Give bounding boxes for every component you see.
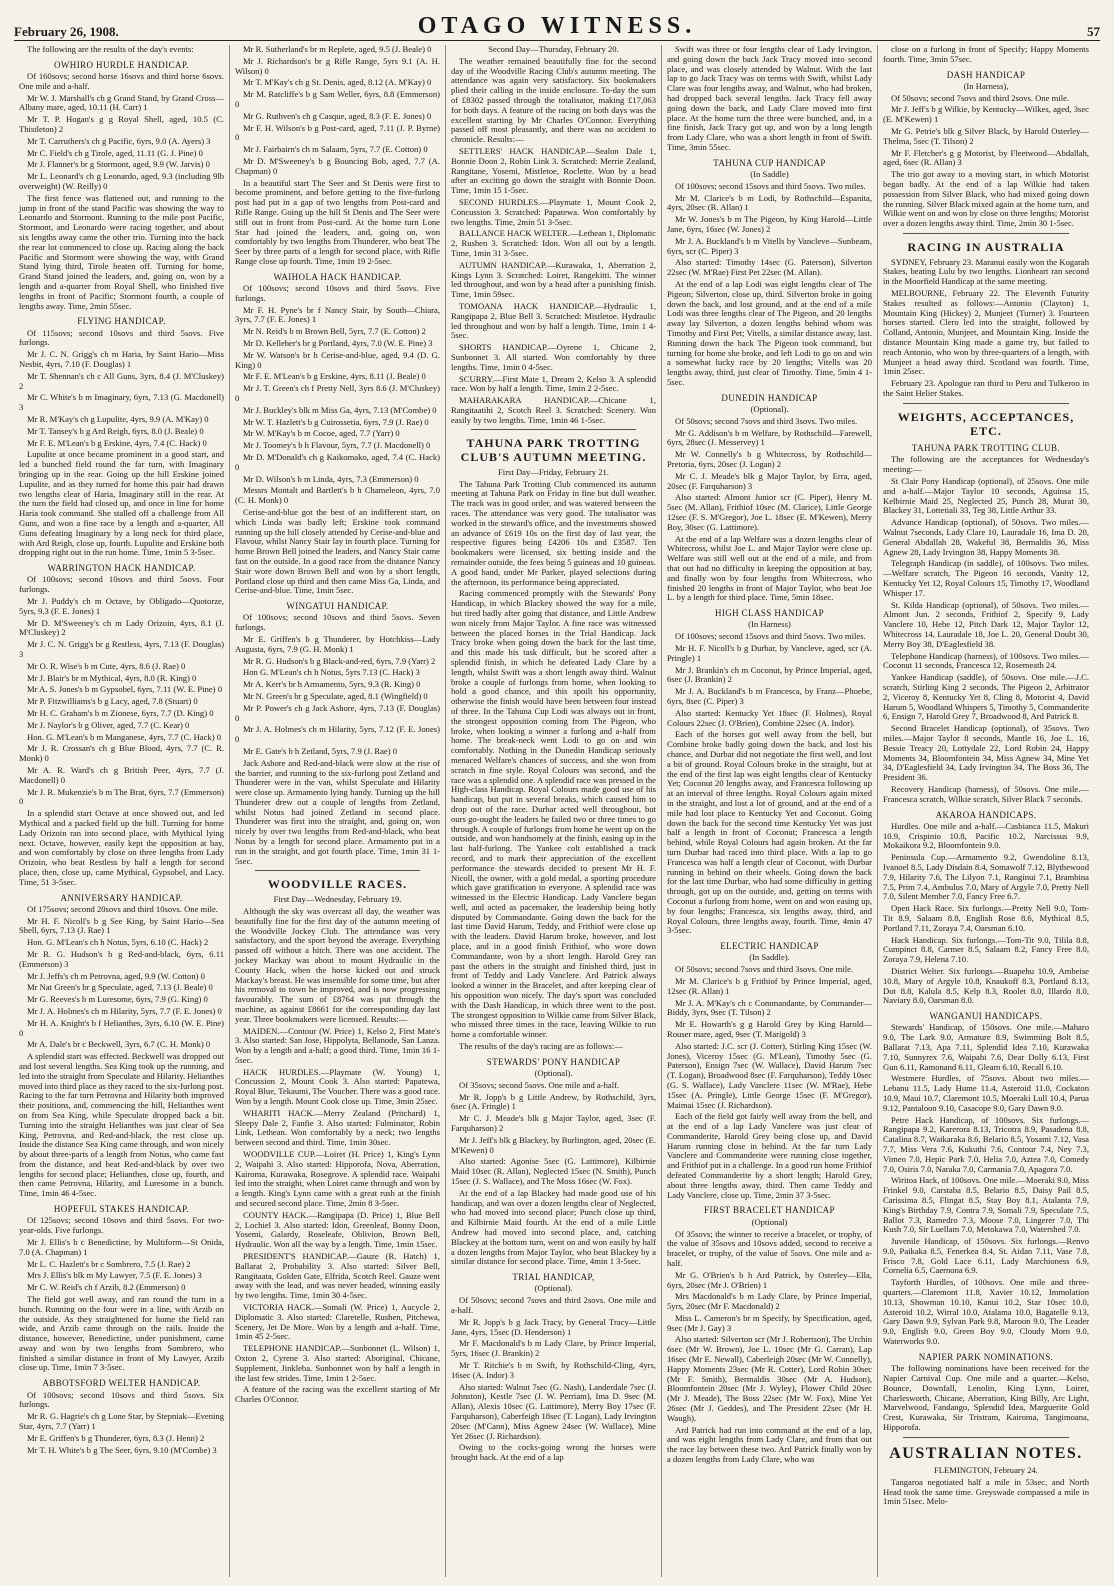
paragraph: Mr C. J. Meade's blk g Major Taylor, aged, 3sec (F. Farquharson) 2	[451, 1113, 656, 1134]
paragraph: Mrs J. Ellis's blk m My Lawyer, 7.5 (F. E. Jones) 3	[27, 1270, 202, 1281]
race-heading: DASH HANDICAP	[946, 69, 1026, 80]
paragraph: Of 160sovs; second horse 16sovs and third horse 6sovs. One mile and a-half.	[19, 71, 224, 91]
subheading: (In Harness),	[963, 80, 1009, 91]
paragraph: Mr T. H. White's b g The Seer, 6yrs, 9.10 (M'Combe) 3	[27, 1444, 217, 1455]
paragraph: Mr R. Sutherland's br m Replete, aged, 9.5 (J. Beale) 0	[243, 45, 432, 54]
paragraph: Advance Handicap (optional), of 50sovs. Two miles.—Walnut 7seconds, Lady Clare 10, Lauradale 16, Ima D. 20, General Abdallah 28, Wakeful 38, Bermaldis 36, Miss Agnew 28, Lady Irvington 38, Happy Moments 38.	[883, 517, 1089, 557]
paragraph: MAHARAKARA HANDICAP.—Chicane 1, Rangitaatihi 2, Scotch Reel 3. Scratched: Scenery. Won easily by two lengths. Time, 1min 46 1-5sec.	[451, 395, 656, 425]
paragraph: Mr A. Dale's br c Beckwell, 3yrs, 6.7 (C. H. Monk) 0	[27, 1039, 211, 1050]
paragraph: PRESIDENT'S HANDICAP.—Gauze (R. Hatch) 1, Ballarat 2, Probability 3. Also started: Silver Bell, Rangitaata, Golden Gate, Elfrida, Scotch Reel. Gauze went away with the lead, and was never headed, winning easily by two lengths. Time, 1min 30 4-5sec.	[235, 1251, 440, 1301]
section-divider	[471, 429, 636, 430]
race-heading: TRIAL HANDICAP,	[512, 1272, 595, 1283]
section-divider	[903, 403, 1069, 404]
paragraph: At the end of a lap Welfare was a dozen lengths clear of Whitecross, whilst Joe L. and Major Taylor were close up. Welfare was still well out at the end of a mile, and from that out had no difficulty in keeping the opposition at bay, and finally won by four lengths from Whitecross, who finished 20 lengths in front of Major Taylor, who beat Joe L. by a length for third place. Time, 5min 18sec.	[667, 533, 872, 603]
paragraph: Mr R. G. Hudson's b g Black-and-red, 6yrs, 7.9 (Yarr) 2	[243, 655, 436, 666]
paragraph: Telegraph Handicap (in saddle), of 100sovs. Two miles.—Welfare scratch, The Pigeon 16 seconds, Vanity 12, Kentucky Yet 12, Royal Colours 15, Timothy 17, Woodland Whisper 17.	[883, 558, 1089, 598]
race-heading: HOPEFUL STAKES HANDICAP.	[53, 1204, 190, 1215]
paragraph: Of 125sovs; second 10sovs and third 5sovs. For two-year-olds. Five furlongs.	[19, 1215, 224, 1236]
paragraph: Of 175sovs; second 20sovs and third 10sovs. One mile.	[27, 903, 218, 914]
paragraph: Mr E. Griffen's b g Thunderer, 6yrs, 8.3 (J. Henn) 2	[27, 1432, 205, 1443]
paragraph: Mr C. Field's ch g Tirole, aged, 11.11 (G. J. Pine) 0	[27, 147, 203, 158]
paragraph: SHORTS HANDICAP.—Oyrene 1, Chicane 2, Sunbonnet 3. All started. Won comfortably by three lengths. Time, 1min 0 4-5sec.	[451, 342, 656, 372]
paragraph: Racing commenced promptly with the Stewards' Pony Handicap, in which Blackey showed the way for a mile, but tired badly after going that distance, and Little Andrew won nicely from Major Taylor. A fine race was witnessed between the placed horses in the Trial Handicap. Jack Tracy broke when going down the back for the last time, and this made his task difficult, but he scored after a splendid finish, in which he defeated Lady Clare by a length, whilst Swift was a short length away third. Walnut broke a couple of furlongs from home, when looking to hold a good chance, and this spoilt his opportunity, otherwise the finish would have been between four instead of three. In the Tahuna Cup Lodi was always out in front, the strongest opposition coming from The Pigeon, who broke, when looking a winner a furlong and a-half from home. The break-neck went Lodi to go on and win comfortably. Nothing in the Dunedin Handicap seriously menaced Welfare's chances of success, and she won from scratch in fine style. Royal Colours was second, and the race was a splendid one. A splendid race was pressed in the High-class Handicap. Royal Colours made good use of his handicap, but put in several breaks, which caused him to drop out of the race. Durbar acted well throughout, but ours go-ought the leaders he failed two or three times to go through. A couple of furlongs from home he went up on the outside, and won handsomely at the finish, easing up in the last half-furlong. The Yankee colt established a track record, and to mark their appreciation of the excellent performance the stewards decided to present Mr H. F. Nicoll, the owner, with a gold medal, a sporting procedure which gave gratification to everyone. A splendid race was witnessed in the Electric Handicap. Lady Vanclere began well, and acted as pacemaker, the leadership being hotly disputed by Commandante. Going down the back for the last time David Harum, Teddy, and Frithiof were close up with the leaders. David Harum broke, however, and lost place, and in a good finish Frithiof, who wore down Commandante, won by a short length. Harold Grey ran past the others in the straight and finished third, just in front of Teddy and Lady Vanclere. Ard Patrick always looked a winner in the Bracelet, and after keeping clear of his opposition won nicely. The day's sport was concluded with the Dash Handicap, in which three went to the post. The strongest opposition to Wilkie came from Silver Black, who missed three times in the race, leaving Wilkie to run home a comfortable winner.	[451, 588, 656, 1040]
paragraph: BALLANCE HACK WELTER.—Lethean 1, Diplomatic 2, Rushen 3. Scratched: Idon. Won all out by a length. Time, 1min 31 3-5sec.	[451, 228, 656, 258]
paragraph: Mr T. M'Kay's ch g St. Denis, aged, 8.12 (A. M'Kay) 0	[243, 77, 432, 88]
paragraph: Ard Patrick had run into command at the end of a lap, and was eight lengths from Lady Clare, and from that out the race lay between these two. Ard Patrick finally won by a dozen lengths from Lady Clare, who was	[667, 1424, 872, 1465]
paragraph: The weather remained beautifully fine for the second day of the Woodville Racing Club's autumn meeting. The attendance was again very satisfactory. Six bookmakers plied their calling in the inside enclosure. To-day the sum of £8302 passed through the totalisator, making £17,063 for both days. A feature of the racing on both days was the excellent starting by Mr Charles O'Connor. Everything passed off most pleasantly, and there was no accident to chronicle. Results:—	[451, 55, 656, 145]
paragraph: The following are the acceptances for Wednesday's meeting:—	[883, 454, 1089, 475]
paragraph: COUNTY HACK.—Rangipapa (D. Price) 1, Blue Bell 2, Lochiel 3. Also started: Idon, Greenleaf, Bonny Doon, Yosemi, Galardy, Roseleafe, Oblivion, Brown Bell, Hydraulic. Won all the way by a length. Time, 1min 15sec.	[235, 1209, 440, 1250]
paragraph: Mr R. G. Hudson's b g Red-and-black, 6yrs, 6.11 (Emmerson) 3	[19, 948, 224, 969]
paragraph: Mr J. A. Holmes's ch m Hilarity, 5yrs, 7.12 (F. E. Jones) 0	[235, 724, 440, 745]
paragraph: Mr T. Carruthers's ch g Pacific, 6yrs, 9.0 (A. Ayers) 3	[27, 135, 211, 146]
paragraph: Mr T. Shennan's ch c All Guns, 3yrs, 8.4 (J. M'Cluskey) 2	[19, 370, 224, 391]
paragraph: Of 100sovs; second 10sovs and third 5sovs. Five furlongs.	[235, 282, 440, 303]
paragraph: Mr F. Macdonald's b m Lady Clare, by Prince Imperial, 5yrs, 16sec (J. Brankin) 2	[451, 1338, 656, 1359]
paragraph: Mr D. Kelleher's br g Portland, 4yrs, 7.0 (W. E. Pine) 3	[243, 337, 433, 348]
paragraph: Mr J. Ellis's b c Benedictine, by Multiform—St Onida, 7.0 (A. Chapman) 1	[19, 1236, 224, 1257]
section-heading: WEIGHTS, ACCEPTANCES, ETC.	[897, 409, 1075, 438]
subheading: (In Saddle).	[749, 952, 790, 963]
issue-date: February 26, 1908.	[14, 24, 119, 39]
paragraph: Mr D. M'Donald's ch g Kaikomako, aged, 7.4 (C. Hack) 0	[235, 451, 440, 472]
paragraph: Mr F. H. Pyne's br f Nancy Stair, by South—Chiara, 3yrs, 7.7 (F. E. Jones) 1	[235, 304, 440, 325]
race-heading: WANGANUI HANDICAPS.	[929, 1011, 1043, 1022]
subheading: (Optional).	[750, 404, 789, 414]
section-divider	[903, 233, 1069, 234]
paragraph: Mr E. Gate's b h Zetland, 5yrs, 7.9 (J. Rae) 0	[243, 745, 398, 756]
paragraph: Mr R. Jopp's b g Little Andrew, by Rothschild, 3yrs, 6sec (A. Fringle) 1	[451, 1091, 656, 1112]
paragraph: Mr J. Flanner's br g Stormont, aged, 9.9 (W. Jarvis) 0	[27, 159, 210, 170]
paragraph: Mr H. F. Nicoll's b g See King, by Saint Hario—Sea Shell, 6yrs, 7.13 (J. Rae) 1	[19, 915, 224, 936]
column-2	[230, 45, 446, 1577]
paragraph: Mr H. F. Nicoll's b g Durbar, by Vancleve, aged, scr (A. Pringle) 1	[667, 642, 872, 663]
paragraph: Mr R. G. Hagrie's ch g Lone Star, by Stepniak—Evening Star, 4yrs, 7.7 (Yarr) 1	[19, 1411, 224, 1431]
race-heading: ANNIVERSARY HANDICAP.	[60, 892, 183, 903]
paragraph: Of 100sovs; second 10sovs and third 5sovs. Four furlongs.	[19, 574, 224, 595]
race-heading: TAHUNA CUP HANDICAP	[713, 157, 826, 168]
paragraph: Mr W. T. Hazlett's b g Cuirossetia, 6yrs, 7.9 (J. Rae) 0	[243, 416, 429, 427]
paragraph: Tayforth Hurdles, of 100sovs. One mile and three-quarters.—Claremont 11.8, Xavier 10.12, Immolation 10.13, Showman 10.10, Kanui 10.2, Star 10sec 10.0, Asteroid 10.2, Wirral 10.0, Atalama 10.0, Bagatelle 9.13, Gary Dawn 9.9, Sylvan Park 9.8, Maroon 9.0, The Leader 9.0, English 9.0, Green Boy 9.0, Cloudy Morn 9.0, Waterworks 9.0.	[883, 1277, 1089, 1347]
race-heading: ABBOTSFORD WELTER HANDICAP.	[42, 1378, 201, 1389]
race-heading: FLYING HANDICAP.	[77, 316, 166, 327]
paragraph: Petre Hack Handicap, of 100sovs. Six furlongs.—Rangipapa 9.2, Karerora 8.13, Tricotra 8.9, Pasadena 8.8, Catalina 8.7, Waikaraka 8.6, Belario 8.5, Yosami 7.12, Vasa 7.7, Miss Vera 7.6, Kukuthi 7.6, Contour 7.4, Ney 7.3, Vimeo 7.0, Hepic Park 7.0, Helia 7.0, Aztea 7.0, Comedy 7.0, Osiris 7.0, Naraka 7.0, Carmania 7.0, Apagora 7.0.	[883, 1114, 1089, 1174]
paragraph: Also started: Silverton scr (Mr J. Robertson), The Urchin 6sec (Mr W. Brown), Joe L. 10sec (Mr G. Carran), Lap 16sec (Mr E. Newall), Caberleigh 20sec (Mr W. Connelly), Happy Moments 23sec (Mr R. Cotter), Lord Robin 30sec (Mr F. Smith), Bermaldis 30sec (Mr A. Hudson), Bloomfontein 20sec (Mr J. Wyley), Flower Child 20sec (Mr J. Meade), The Boss 22sec (Mr W. Fox), Mine Yet 26sec (Mr J. Geddes), and The President 22sec (Mr H. Waugh).	[667, 1334, 872, 1423]
section-heading: TAHUNA PARK TROTTING CLUB'S AUTUMN MEETING.	[460, 436, 647, 465]
paragraph: Of 50sovs; second 7sovs and third 2sovs. One mile and a-half.	[451, 1295, 656, 1316]
section-heading: RACING IN AUSTRALIA	[907, 240, 1065, 254]
paragraph: Mr P. Power's ch g Jack Ashore, 4yrs, 7.13 (F. Douglas) 0	[235, 702, 440, 723]
paragraph: Of 50sovs; second 7sovs and third 2sovs. One mile.	[891, 92, 1070, 103]
paragraph: Mr M. Ratcliffe's b g Sam Weller, 6yrs, 8.8 (Emmerson) 0	[235, 89, 440, 109]
paragraph: Mr J. Jeff's blk g Blackey, by Burlington, aged, 20sec (E. M'Kewen) 0	[451, 1134, 656, 1155]
paragraph: Mr H. A. Knight's b f Helianthes, 3yrs, 6.10 (W. E. Pine) 0	[19, 1017, 224, 1038]
paragraph: Mr O. R. Wise's b m Cute, 4yrs, 8.6 (J. Rae) 0	[27, 660, 186, 671]
subheading: First Day—Friday, February 21.	[498, 466, 609, 477]
masthead	[14, 6, 1100, 41]
paragraph: Mr G. Addison's b m Welfare, by Rothschild—Farewell, 6yrs, 28sec (J. Messervey) 1	[667, 427, 872, 448]
paragraph: Mr J. Puddy's ch m Octave, by Obligado—Quotorze, 5yrs, 9.3 (F. E. Jones) 1	[19, 596, 224, 616]
paragraph: Wiritoa Hack, of 100sovs. One mile.—Moeraki 9.0, Miss Frinkel 9.0, Carstaba 8.5, Belario 8.5, Daisy Pail 8.5, Carissima 8.5, Flingat 8.5, Stay Boy 8.1, Atalanta 7.9, King's Birthday 7.9, Contra 7.9, Somali 7.9, Speculate 7.5, Ballot 7.3, Ramedro 7.3, Moose 7.0, Lingerer 7.0, Thi Kush 7.0, Sir Luellam 7.0, Metokawa 7.0, Watershed 7.0.	[883, 1175, 1089, 1235]
paragraph: Mr J. A. Holmes's ch m Hilarity, 5yrs, 7.7 (F. E. Jones) 0	[27, 1005, 222, 1016]
paragraph: Mr J. Jeffs's ch m Petrovna, aged, 9.9 (W. Cotton) 0	[27, 970, 205, 981]
paragraph: Hack Handicap. Six furlongs.—Tom-Tit 9.0, Tilila 8.8, Cumpinct 8.8, Carmer 8.5, Salaam 8.2, Fancy Free 8.0, Zoraya 7.9, Helena 7.10.	[883, 934, 1089, 965]
paragraph: Yankee Handicap (saddle), of 50sovs. One mile.—J.C. scratch, Stirling King 2 seconds, The Pigeon 2, Arbitrator 2, Viceroy 8, Kentucky Yet 8, Cling 8, Motorist 4, David Harum 5, Woodland Whispers 5, Timothy 5, Commanderite 6, Ensign 7, Harold Grey 7, Broadwood 8, Ard Patrick 8.	[883, 672, 1089, 722]
paragraph: Mr Nat Green's br g Speculate, aged, 7.13 (J. Beale) 0	[27, 982, 213, 993]
paragraph: Although the sky was overcast all day, the weather was beautifully fine for the first day of the autumn meeting of the Woodville Jockey Club. The attendance was very satisfactory, and the sport beyond the average. Everything passed off without a hitch. There was one accident. The jockey Mackay was about to mount Hydraulic in the County Hack, when the horse kicked out and struck Mackay's breast. He was insensible for some time, but after his removal to town he improved, and is now progressing favourably. The sum of £8764 was put through the machine, as against £8661 for the corresponding day last year. Three bookmakers were licensed. Results:—	[235, 905, 440, 1024]
column-5	[878, 45, 1094, 1577]
paragraph: Mr J. R. Crossan's ch g Blue Blood, 4yrs, 7.7 (C. R. Monk) 0	[19, 743, 224, 764]
paragraph: Mr F. Fletcher's g g Motorist, by Fleetwood—Abdallah, aged, 6sec (R. Allan) 3	[883, 147, 1089, 168]
paragraph: MAIDEN.—Contour (W. Price) 1, Kelso 2, First Mate's 3. Also started: San Jose, Hippolyta, Bellanode, San Lanza. Won by a length and a-half; a good third. Time, 1min 16 1-5sec.	[235, 1025, 440, 1065]
column-1	[14, 45, 230, 1577]
page-number: 57	[1087, 24, 1100, 39]
paragraph: Hon. G. M'Lean's b m Manganese, 4yrs, 7.7 (C. Hack) 0	[27, 731, 222, 742]
paragraph: Mr H. C. Graham's b m Zionese, 6yrs, 7.7 (D. King) 0	[27, 707, 214, 718]
column-3	[446, 45, 662, 1577]
paragraph: Mr A. R. Ward's ch g British Peer, 4yrs, 7.7 (J. Macdonell) 0	[19, 764, 224, 785]
paragraph: Mr J. A. Buckland's b m Vitells by Vancleve—Sunbeam, 6yrs, scr (C. Piper) 3	[667, 235, 872, 256]
paragraph: Mr J. Brankin's ch m Coconut, by Prince Imperial, aged, 6sec (J. Brankin) 2	[667, 664, 872, 685]
paragraph: Also started: Timothy 14sec (G. Paterson), Silverton 22sec (W. M'Rae) First Pet 22sec (M. Allan).	[667, 257, 872, 278]
paragraph: Of 35sovs; second 5sovs. One mile and a-half.	[459, 1079, 620, 1090]
paragraph: Recovery Handicap (harness), of 50sovs. One mile.—Francesca scratch, Wilkie scratch, Silver Black 7 seconds.	[883, 783, 1089, 804]
paragraph: Also started: J.C. scr (J. Cotter), Stirling King 15sec (W. Jones), Viceroy 15sec (G. M'Lean), Timothy 5sec (G. Paterson), Ensign 7sec (W. Wallace), David Harum 7sec (T. Logan), Broadwood 8sec (F. Farquharson), Teddy 10sec (G. S. Wallace), Lady Vanclere 11sec (W. M'Rae), Hebe 15sec (A. Pringle), Little George 15sec (F. M'Gregor), Maimai 15sec (J. Richardson).	[667, 1040, 872, 1110]
paragraph: Jack Ashore and Red-and-black were slow at the rise of the barrier, and running to the six-furlong post Zetland and Thunderer were in the van, whilst Speculate and Hilarity were close up. Armamento lying handy. Turning up the hill Thunderer drew out a couple of lengths from Zetland, whilst Notus had joined Zetland in second place. Thunderer was first into the straight, and, going on, won nicely by over two lengths from Red-and-black, who beat Notus by a length for second place. Armamento put in a run in the straight, and got fourth place. Time, 1min 31 1-5sec.	[235, 757, 440, 866]
paragraph: The results of the day's racing are as follows:—	[459, 1041, 623, 1052]
paragraph: Mr J. C. N. Grigg's ch m Haria, by Saint Hario—Miss Nesbit, 4yrs, 7.10 (F. Douglas) 1	[19, 349, 224, 370]
paragraph: Mr C. W. Reid's ch f Arzib, 8.2 (Emmerson) 0	[27, 1282, 186, 1293]
paragraph: Mr D. Wilson's b m Linda, 4yrs, 7.3 (Emmerson) 0	[243, 473, 419, 484]
race-heading: OWHIRO HURDLE HANDICAP.	[54, 59, 189, 70]
race-heading: NAPIER PARK NOMINATIONS.	[918, 1351, 1054, 1362]
paragraph: Mr W. J. Marshall's ch g Grand Stand, by Grand Cross—Albany mare, aged, 10.11 (H. Carr) 1	[19, 92, 224, 113]
paragraph: Also started: Kentucky Yet 18sec (F. Holmes), Royal Colours 22sec (J. O'Brien), Combine 22sec (A. Indor).	[667, 707, 872, 728]
subheading: Second Day—Thursday, February 20.	[488, 45, 619, 54]
paragraph: Hon. G. M'Lean's ch h Notus, 5yrs, 6.10 (C. Hack) 2	[27, 937, 209, 948]
paragraph: SCURRY.—First Mate 1, Dream 2, Kelso 3. A splendid race. Won by half a length. Time, 1min 2 2-5sec.	[451, 373, 656, 394]
paragraph: Mr J. Richardson's br g Rifle Range, 5yrs 9.1 (A. H. Wilson) 0	[235, 55, 440, 76]
paragraph: Mr J. A. M'Kay's ch c Commandante, by Commander—Biddy, 3yrs, 9sec (T. Tilson) 2	[667, 997, 872, 1018]
paragraph: At the end of a lap Blackey had made good use of his handicap, and was over a dozen lengths clear of Neglected, who had moved into second place; Punch close up third, and Kilbirnie Maid fourth. At the end of a mile Little Andrew had moved into second place, and, catching Blackey at the bottom turn, went on and won easily by half a dozen lengths from Major Taylor, who beat Blackey by a similar distance for second place. Time, 4min 1 3-5sec.	[451, 1187, 656, 1267]
paragraph: Mr T. Ritchie's b m Swift, by Rothschild-Cling, 4yrs, 16sec (A. Indor) 3	[451, 1360, 656, 1380]
race-heading: WAIHOLA HACK HANDICAP.	[273, 271, 402, 282]
paragraph: SYDNEY, February 23. Maranui easily won the Kogarah Stakes, beating Lulu by two lengths. Lionheart ran second in the Moorfield Handicap at the same meeting.	[883, 256, 1089, 287]
paragraph: Mrs Macdonald's b m Lady Clare, by Prince Imperial, 5yrs, 20sec (Mr F. Macdonald) 2	[667, 1291, 872, 1312]
paragraph: Mr J. A. Buckland's b m Francesca, by Franz—Phoebe, 6yrs, 8sec (C. Piper) 3	[667, 686, 872, 706]
paragraph: Each of the horses got well away from the bell, but Combine broke badly going down the back, and lost his chance, and Durbar did not negotiate the first well, and lost a bit of ground. Royal Colours broke in the straight, but at the end of the first lap was eight lengths clear of Kentucky Yet; Coconut 20 lengths away, and Francesca following up at an interval of three lengths. Royal Colours again mixed in the straight, and lost a lot of ground, and at the end of a mile had lost place to Kentucky Yet and Coconut. Going down the back for the second time Kentucky Yet was just half a length in front of Coconut; Francesca a length behind, while Royal Colours had again broken. At the far turn Durbar had raced into third place. With a lap to go Francesca was half a length clear of Coconut, with Durbar running in behind on their wheels. Going down the back for the last time Durbar, who had some difficulty in getting through, got up on the outside, and, getting on terms with Coconut a furlong from home, went on and won easing up, by four lengths; Francesca, six lengths away, third, and Royal Colours, three lengths away, fourth. Time, 4min 47 3-5sec.	[667, 729, 872, 936]
paragraph: At the end of a lap Lodi was eight lengths clear of The Pigeon; Silverton, close up, third. Silverton broke in going down the back, and lost ground, and at the end of a mile Lodi was three lengths clear of The Pigeon, and 20 lengths away lay Silverton, a dozen lengths behind whom was Timothy and First Pet; Vitells, a similar distance away, last. Running down the back The Pigeon took command, but turning for home she broke, and left Lodi to go on and win a somewhat lucky race by 20 lengths; Vitells was 20 lengths away, third, just clear of Timothy. Time, 5min 4 1-5sec.	[667, 278, 872, 387]
paragraph: In a beautiful start The Seer and St Denis were first to become prominent, and before getting to the five-furlong post had put in a gap of two lengths from Post-card and Rifle Range. Going up the hill St Denis and The Seer were still out in front from Post-card. At the home turn Lone Star had joined the leaders, and, going on, won comfortably by two lengths from Thunderer, who beat The Seer by three parts of a length for second place, with Rifle Range close up fourth. Time, 1min 19 2-5sec.	[235, 177, 440, 266]
paragraph: Mr M. Clarice's b m Lodi, by Rothschild—Espanita, 4yrs, 20sec (R. Allan) 1	[667, 192, 872, 213]
paragraph: Mr E. Howarth's g g Harold Grey by King Harold—Rouser mare, aged, 9sec (T. Marigold) 3	[667, 1019, 872, 1039]
paragraph: Owing to the cocks-going wrong the horses were brought back. At the end of a lap	[451, 1442, 656, 1463]
paragraph: The first fence was flattened out, and running to the jump in front of the stand Pacific was showing the way to Leonardo and Stormont. Running to the mile post Pacific, Stormont, and Leonardo were racing together, and about six lengths away came the other trio. Turning into the back the rear lot commenced to close up. Racing along the back Pacific and Stormont were showing the way, with Grand Stand lying third, Tirole beaten off. Turning for home, Grand Stand joined the leaders, and, going on, won by a length and a-quarter from Royal Shell, who finished five lengths in front of Pacific; Stormont fourth, a couple of lengths away. Time, 2min 55sec.	[19, 192, 224, 311]
section-divider	[255, 870, 420, 871]
paragraph: Hon G. M'Lean's ch h Notus, 5yrs 7.13 (C. Hack) 3	[243, 667, 420, 678]
paragraph: Tangaroa negotiated half a mile in 53sec, and North Head took the same time. Greyswade compassed a mile in 1min 51sec. Melo-	[883, 1476, 1089, 1507]
paragraph: Mr W. Jones's b m The Pigeon, by King Harold—Little Jane, 6yrs, 16sec (W. Jones) 2	[667, 214, 872, 234]
paragraph: Also started: Walnut 7sec (G. Nash), Landerdale 7sec (J. Johnston), Kestle 7sec (J. W. Perriam), Ima D. 9sec (M. Allan), Alexis 10sec (G. Lattimore), Merry Boy 17sec (F. Farquharson), Caberfeigh 18sec (T. Logan), Lady Irvington 20sec (M'Cann), Miss Agnew 24sec (W. Wallace), Mine Yet 26sec (J. Richardson).	[451, 1381, 656, 1441]
paragraph: Also started: Almont Junior scr (C. Piper), Henry M. 5sec (M. Allan), Frithiof 10sec (M. Clarice), Little George 12sec (F. S. M'Gregor), Joe L. 18sec (E. M'Kewen), Merry Boy, 30sec (G. Lattimore).	[667, 492, 872, 532]
paragraph: Of 50sovs; second 7sovs and third 3sovs. One mile.	[675, 964, 854, 975]
paragraph: close on a furlong in front of Specify; Happy Moments fourth. Time, 3min 57sec.	[883, 45, 1089, 64]
section-heading: AUSTRALIAN NOTES.	[889, 1444, 1083, 1462]
column-4	[662, 45, 878, 1577]
paragraph: Also started: Agonise 5sec (G. Lattimore), Kilbirnie Maid 10sec (R. Allan), Neglected 15sec (N. Smith), Punch 15sec (J. S. Wallace), and The Moss 16sec (W. Fox).	[451, 1156, 656, 1187]
paragraph: Mr P. Fitzwilliams's b g Lacy, aged, 7.8 (Stuart) 0	[27, 696, 198, 707]
paragraph: Mr D. M'Sweeney's b g Bouncing Bob, aged, 7.7 (A. Chapman) 0	[235, 155, 440, 176]
paragraph: Mr R. Jopp's b g Jack Tracy, by General Tracy—Little Jane, 4yrs, 15sec (D. Henderson) 1	[451, 1316, 656, 1337]
race-heading: STEWARDS' PONY HANDICAP	[486, 1056, 621, 1067]
paragraph: Of 115sovs; second 10sovs and third 5sovs. Five furlongs.	[19, 327, 224, 348]
paragraph: TELEPHONE HANDICAP.—Sunbonnet (L. Wilson) 1, Oxton 2, Cyrene 3. Also started: Aboriginal, Chicane, Supplement, Jinkleba. Sunbonnet won by half a length in the last few strides. Time, 1min 1 2-5sec.	[235, 1343, 440, 1383]
paragraph: Messrs Montalt and Bartlett's b h Chameleon, 4yrs, 7.0 (C. H. Monk) 0	[235, 485, 440, 506]
paragraph: Mr L. Leonard's ch g Leonardo, aged, 9.3 (including 9lb overweight) (W. Reilly) 0	[19, 171, 224, 192]
subheading: (Optional).	[534, 1283, 573, 1294]
paragraph: Miss L. Cameron's br m Specify, by Specification, aged, 9sec (Mr J. Gay) 3	[667, 1312, 872, 1333]
paragraph: Mr C. White's b m Imaginary, 6yrs, 7.13 (G. Macdonell) 3	[19, 392, 224, 413]
race-heading: TAHUNA PARK TROTTING CLUB.	[911, 443, 1061, 454]
paragraph: St. Kilda Handicap (optional), of 50sovs. Two miles.—Almont Jun. 2 seconds, Frithiof 2, Specify 9, Lady Vanclere 10, Hebe 12, Pitch Dark 12, Major Taylor 12, Whitecross 14, Lauradale 18, Joe L. 20, General Doubt 30, Merry Boy 38, D'Eaglesfield 38.	[883, 599, 1089, 649]
race-heading: FIRST BRACELET HANDICAP	[704, 1205, 835, 1216]
subheading: (Optional)	[751, 1216, 788, 1227]
paragraph: Mr W. Connelly's b g Whitecross, by Rothschild—Pretoria, 6yrs, 20sec (J. Logan) 2	[667, 449, 872, 469]
race-heading: AKAROA HANDICAPS.	[935, 809, 1037, 820]
paragraph: Mr R. M'Kay's ch g Lupulite, 4yrs, 9.9 (A. M'Kay) 0	[27, 414, 209, 424]
paragraph: Of 50sovs; second 7sovs and third 3sovs. Two miles.	[675, 415, 858, 426]
paragraph: Mr G. Ruthven's ch g Casque, aged, 8.3 (F. E. Jones) 0	[243, 110, 432, 121]
paragraph: Mr J. Jeff's b g Wilkie, by Kentucky—Wilkes, aged, 3sec (E. M'Kewen) 1	[883, 104, 1089, 125]
subheading: (In Harness)	[748, 619, 791, 630]
paragraph: Westmere Hurdles, of 75sovs. About two miles.—Lebanu 11.5, Lady Hume 11.4, Asteroid 11.0, Cockaton 10.9, Maui 10.7, Claremont 10.5, Moeraki Lull 10.4, Parua 9.12, Pantaloon 9.10, Casacope 9.0, Gary Dawn 9.0.	[883, 1073, 1089, 1113]
paragraph: Mr C. J. Meade's blk g Major Taylor, by Erra, aged, 20sec (F. Farquharson) 3	[667, 470, 872, 491]
paragraph: Telephone Handicap (harness), of 100sovs. Two miles.—Coconut 11 seconds, Francesca 12, Rosemeath 24.	[883, 650, 1089, 671]
paragraph: Mr J. C. N. Grigg's br g Restless, 4yrs, 7.13 (F. Douglas) 3	[19, 639, 224, 659]
newspaper-title: OTAGO WITNESS.	[417, 13, 697, 39]
paragraph: Mr F. E. M'Lean's b g Erskine, 4yrs, 7.4 (C. Hack) 0	[27, 437, 207, 448]
paragraph: VICTORIA HACK.—Somali (W. Price) 1, Aucycle 2, Diplomatic 3. Also started: Claretelle, Rushen, Pitchewa, Scenery, Jet De More. Won by a length and a-half. Time, 1min 45 2-5sec.	[235, 1302, 440, 1342]
paragraph: WHARITI HACK.—Merry Zealand (Pritchard) 1, Sleepy Dale 2, Fanfie 3. Also started: Fulminator, Robin Link, Lethean. Won comfortably by a neck; two lengths between second and third. Time, 1min 30sec.	[235, 1107, 440, 1148]
paragraph: St Clair Pony Handicap (optional), of 25sovs. One mile and a-half.—Major Taylor 10 seconds, Aguinsa 15, Kelbirnie Maid 25, Neglected 25, Punch 28, Murat 30, Blackey 31, Lottetiali 33, Teg 38, Little Arthur 33.	[883, 476, 1089, 516]
paragraph: Mr J. Toomey's b h Flavour, 5yrs, 7.7 (J. Macdonell) 0	[243, 440, 431, 451]
paragraph: Mr L. C. Hazlett's br c Sombrero, 7.5 (J. Rae) 2	[27, 1258, 191, 1269]
paragraph: Swift was three or four lengths clear of Lady Irvington, and going down the back Jack Tracy moved into second place, and was closely attended by Walnut. With the last lap to go Jack Tracy was on terms with Swift, whilst Lady Clare was four lengths away, and Walnut, who had broken, had dropped back several lengths. Jack Tracy fell away going down the back, and Lady Clare moved into first place. At the home turn the three were bunched, and, in a fine finish, Jack Tracy got up, and won by a long length from Lady Clare, who was a short length in front of Swift. Time, 3min 55sec.	[667, 45, 872, 152]
paragraph: Mr E. Griffen's b g Thunderer, by Hotchkiss—Lady Augusta, 6yrs, 7.9 (G. H. Monk) 1	[235, 633, 440, 654]
paragraph: WOODVILLE CUP.—Loiret (H. Price) 1, King's Lynn 2, Waipahi 3. Also started: Hipporofa, Nova, Aberration, Kairoma, Kurawaka, Rosegrove. A splendid race. Waipahi led into the straight, when Loiret came through and won by a length. King's Lynn came with a great rush at the finish and secured second place. Time, 2min 8 3-5sec.	[235, 1149, 440, 1209]
paragraph: SECOND HURDLES.—Playmate 1, Mount Cook 2, Concussion 3. Scratched: Papatewa. Won comfortably by two lengths. Time, 2min 51 3-5sec.	[451, 196, 656, 227]
paragraph: Mr D. M'Sweeney's ch m Lady Orizoin, 4yrs, 8.1 (J. M'Cluskey) 2	[19, 617, 224, 638]
paragraph: Mr J. Blair's br m Mythical, 4yrs, 8.0 (R. King) 0	[27, 672, 197, 683]
paragraph: The trio got away to a moving start, in which Motorist began badly. At the end of a lap Wilkie had taken possession from Silver Black, who had mixed going down the running. Silver Black mixed again at the home turn, and Wilkie went on and won by close on three lengths; Motorist over a dozen lengths away third. Time, 2min 30 1-5sec.	[883, 169, 1089, 229]
paragraph: A splendid start was effected. Beckwell was dropped out and lost several lengths. Sea King took up the running, and led into the straight from Speculate and Hilarity. Helianthes moved into third place as they raced to the six-furlong post. Racing to the far turn Petrovna and Hilarity both improved their positions, and, commencing the hill, Helianthes went on from Sea King, while Speculate dropped back a bit. Turning into the straight Helianthes was just clear of Sea King, Petrovna, and Red-and-black, the rest close up. Inside the distance Sea King came through, and won nicely by about three-parts of a length from Notus, who came fast from the distance, and beat Red-and-black by over two lengths for second place; Helianthes, close up, fourth, and then came Petrovna, Hilarity, and Luresome in a bunch. Time, 1min 46 4-5sec.	[19, 1051, 225, 1199]
paragraph: Mr J. Buckley's blk m Miss Ga, 4yrs, 7.13 (M'Combe) 0	[243, 404, 437, 415]
paragraph: Of 100sovs; second 10sovs and third 5sovs. Six furlongs.	[19, 1389, 224, 1410]
paragraph: Mr A. Kerr's br h Armamento, 5yrs, 9.3 (R. King) 0	[243, 679, 421, 690]
subheading: First Day—Wednesday, February 19.	[273, 894, 402, 905]
paragraph: The following nominations have been received for the Napier Carnival Cup. One mile and a quarter.—Kelso, Bounce, Downfall, Lenolin, King Lynn, Loiret, Charlesworth, Chicane, Aberration, King Billy, Arc Light, Marvelwood, Fandango, Splendid Idea, Marguerite Gold Crest, Kurawaka, Sir Tristram, Kairoma, Tangimoana, Hipporofa.	[883, 1363, 1089, 1432]
paragraph: Mr G. O'Brien's b h Ard Patrick, by Osterley—Ella, 6yrs, 20sec (Mr J. O'Brien) 1	[667, 1269, 872, 1290]
paragraph: Mr T. P. Hogan's g g Royal Shell, aged, 10.5 (C. Thistleton) 2	[19, 114, 224, 135]
paragraph: TOMOANA HACK HANDICAP.—Hydraulic 1, Rangipapa 2, Blue Bell 3. Scratched: Mistletoe. Hydraulic led throughout and won by half a length. Time, 1min 1 4-5sec.	[451, 300, 656, 341]
subheading: FLEMINGTON, February 24.	[934, 1464, 1038, 1475]
paragraph: Hurdles. One mile and a-half.—Casbianca 11.5, Makuri 10.9, Crispinio 10.8, Pacific 10.2, Narcissus 9.9, Mokaikora 9.2, Bloomfontein 9.0.	[883, 820, 1089, 851]
paragraph: Mr W. Watson's br h Cerise-and-blue, aged, 9.4 (D. G. King) 0	[235, 349, 440, 370]
race-heading: DUNEDIN HANDICAP	[721, 392, 818, 403]
race-heading: WARRINGTON HACK HANDICAP.	[47, 563, 196, 574]
paragraph: MELBOURNE, February 22. The Eleventh Futurity Stakes resulted as follows:—Antonio (Clayton) 1, Mountain King (Hickey) 2, Munjeet (Turner) 3. Fourteen horses started. Clero led into the straight, followed by Colland, Antonio, Munjeet, and Mountain King. Inside the distance Mountain King made a game try, but failed to reach Antonio, who won by three-quarters of a length, with Munjeet a head away third. Scotland was fourth. Time, 1min 25sec.	[883, 288, 1089, 377]
paragraph: Cerise-and-blue got the best of an indifferent start, on which Linda was badly left; Erskine took command running up the hill closely attended by Cerise-and-blue and Flavour, whilst Nancy Stair lay in fourth place. Turning for home Brown Bell joined the leaders, and Nancy Stair came fast on the outside. In a good race from the distance Nancy Stair wore down Brown Bell and won by a short length, Portland close up third and then came Miss Ga, Linda, and Cerise-and-blue. Time, 1min 5sec.	[235, 506, 440, 596]
paragraph: February 23. Apologue ran third to Peru and Tulkeroo in the Saint Helier Stakes.	[883, 378, 1089, 399]
paragraph: Mr G. Petrie's blk g Silver Black, by Harold Osterley—Thelma, 5sec (T. Tilson) 2	[883, 126, 1089, 146]
paragraph: Peninsula Cup.—Armamento 9.2, Gwendoline 8.13, Ivanoel 8.5, Lady Disdain 8.4, Somawolf 7.12, Blythewood 7.9, Hilarity 7.6, The Lilyon 7.1, Ranginui 7.1, Brambina 7.5, Prim 7.4, Ambulus 7.0, Mary of Argyle 7.0, Pretty Nell 7.0, Silent Member 7.0, Fancy Free 6.7.	[883, 852, 1089, 902]
paragraph: District Welter. Six furlongs.—Ruapehu 10.9, Ambeise 10.8, Mary of Argyle 10.8, Knaukoff 8.3, Portland 8.13, Dot 8.8, Kalula 8.5, Kelp 8.3, Roolet 8.0, Illardo 8.0, Naviary 8.0, Oarsman 8.0.	[883, 965, 1089, 1006]
paragraph: SETTLERS' HACK HANDICAP.—Sealon Dale 1, Bonnie Doon 2, Robin Link 3. Scratched: Merrie Zealand, Rangitane, Yosemi, Mistletoe, Roclette. Won by a head after an exciting go down the straight with Bonnie Doon. Time, 1min 15 1-5sec.	[451, 145, 656, 196]
paragraph: In a splendid start Octave at once showed out, and led Mythical and a packed field up the hill. Turning for home Lady Orizoin ran into second place, with Mythical lying next. Octave, however, easily kept the opposition at bay, and won comfortably by close on three lengths from Lady Orizoin, who beat Restless by half a length for second place, then, close up, came Mythical, Gypsobel, and Lacy. Time, 51 3-5sec.	[19, 808, 224, 887]
paragraph: The field got well away, and ran round the turn in a bunch. Running on the four were in a line, with Arzib on the outside. As they straightened for home the field ran wide, and Arzib came through on the rails. Inside the distance, however, Benedictine, under punishment, came away and won by two lengths from Sombrero, who finished a similar distance in front of My Lawyer, Arzib close up. Time, 1min 7 3-5sec.	[19, 1293, 224, 1373]
paragraph: Mr F. E. M'Lean's b g Erskine, 4yrs, 8.11 (J. Beale) 0	[243, 371, 426, 382]
paragraph: Mr W. M'Kay's b m Cocoe, aged, 7.7 (Yarr) 0	[243, 428, 400, 439]
race-heading: HIGH CLASS HANDICAP	[714, 608, 825, 619]
paragraph: Mr T. Tansey's b g Ard Reigh, 6yrs, 8.0 (J. Beale) 0	[27, 425, 204, 436]
paragraph: Mr N. Green's br g Speculate, aged, 8.1 (Wingfield) 0	[243, 690, 428, 701]
paragraph: The following are the results of the day's events:	[27, 45, 194, 54]
race-heading: WINGATUI HANDICAP.	[286, 601, 389, 612]
paragraph: Lupulite at once became prominent in a good start, and led a bunched field round the far turn, with Imaginary bringing up in the rear. Going up the hill Erskine joined Lupulite, and as they turned for home this pair had drawn two lengths clear of Haria, Imaginary still in the rear. At the turn the field had closed up, and once in line for home Haria took command. She stalled off a challenge from All Guns, and won a fine race by a length and a-quarter, All Guns defeating Imaginary by a long neck for third place, with Ard Reigh, close up, fourth. Lupulite and Erskine both dropping right out in the run home. Time, 1min 5 3-5sec.	[19, 449, 224, 558]
paragraph: Second Bracelet Handicap (optional), of 35sovs. Two miles.—Major Taylor 8 seconds, Mantle 16, Joe L. 16, Bessie Treacy 20, Lottydale 22, Lord Robin 24, Happy Moments 34, Bloomfontein 34, Miss Agnew 34, Mine Yet 34, D'Eaglesfield 34, Lady Irvington 34, The Boss 36, The President 36.	[883, 723, 1089, 783]
paragraph: Mr J. Fairbairn's ch m Salaam, 5yrs, 7.7 (E. Cotton) 0	[243, 144, 428, 155]
subheading: (In Saddle)	[750, 169, 789, 180]
paragraph: Mr G. Reeves's b m Luresome, 6yrs, 7.9 (G. King) 0	[27, 994, 208, 1005]
paragraph: The Tahuna Park Trotting Club commenced its autumn meeting at Tahuna Park on Friday in fine but dull weather. The track was in good order, and was watered between the races. The attendance was very good. The totalisator was worked in the steward's office, and the investments showed an advance of £619 10s on the first day of last year, the respective figures being £4206 10s and £3587. Ten bookmakers were licensed, six betting inside and the remainder outside, the fees being 5 guineas and 10 guineas. A good band, under Mr Parker, played selections during the afternoon, its performance being appreciated.	[451, 478, 656, 587]
paragraph: Of 100sovs; second 10sovs and third 5sovs. Seven furlongs.	[235, 612, 440, 633]
paragraph: Mr F. H. Wilson's b g Post-card, aged, 7.11 (J. P. Byrne) 0	[235, 122, 440, 143]
paragraph: A feature of the racing was the excellent starting of Mr Charles O'Connor.	[235, 1384, 440, 1405]
race-heading: ELECTRIC HANDICAP	[720, 941, 819, 952]
paragraph: Juvenile Handicap, of 150sovs. Six furlongs.—Renvo 9.0, Paikaka 8.5, Fenerkea 8.4, St. Aidan 7.11, Vase 7.8, Frisco 7.8, Gold Lace 6.11, Lady Marchioness 6.9, Cornelia 6.5, Caernona 6.9.	[883, 1236, 1089, 1276]
paragraph: Mr J. R. Mukenzie's b m The Brat, 6yrs, 7.7 (Emmerson) 0	[19, 786, 224, 807]
paragraph: Of 100sovs; second 15sovs and third 5sovs. Two miles.	[675, 180, 866, 191]
paragraph: Each of the field got fairly well away from the bell, and at the end of a lap Lady Vanclere was just clear of Commanderite, Harold Grey being close up, and David Harum running close in behind. At the far turn Lady Vanclere and Commanderite were running close together, and Frithiof put in a challenge. In a good run home Frithiof defeated Commanderite by a short length; Harold Grey, about three lengths away, third. Then came Teddy and Lady Vanclere, close up. Time, 2min 37 3-5sec.	[667, 1111, 872, 1200]
paragraph: Mr N. Reid's b m Brown Bell, 5yrs, 7.7 (E. Cotton) 2	[243, 326, 426, 337]
paragraph: Mr J. T. Green's ch f Pretty Nell, 3yrs 8.6 (J. M'Cluskey) 0	[235, 383, 440, 403]
columns	[14, 45, 1100, 1577]
paragraph: HACK HURDLES.—Playmate (W. Young) 1, Concussion 2, Mount Cook 3. Also started: Papatewa, Royal Blue, Tekaumi, The Voucher. There was a good race. Won by a length. Mount Cook close up. Time, 3min 25sec.	[235, 1066, 440, 1107]
section-heading: WOODVILLE RACES.	[267, 877, 408, 892]
paragraph: Mr M. Clarice's b g Frithiof by Prince Imperial, aged, 12sec (R. Allan) 1	[667, 975, 872, 996]
paragraph: Mr J. Naylor's b g Oliver, aged, 7.7 (C. Kear) 0	[27, 719, 190, 730]
subheading: (Optional).	[534, 1068, 573, 1079]
paragraph: Of 100sovs; second 15sovs and third 5sovs. Two miles.	[675, 631, 866, 642]
paragraph: Of 35sovs; the winner to receive a bracelet, or trophy, of the value of 35sovs and 10sovs added, second to receive a bracelet, or trophy, of the value of 5sovs. One mile and a-half.	[667, 1228, 872, 1268]
paragraph: Stewards' Handicap, of 150sovs. One mile.—Maharo 9.0, The Lark 9.0, Armature 8.9, Swimming Bolt 8.5, Ballarat 7.13, Apa 7.11, Splendid Idea 7.10, Kurawaka 7.10, Sunnyrex 7.6, Waipahi 7.6, Dear Dolly 6.13, First Gun 6.11, Ramonand 6.11, Gleam 6.10, Recall 6.10.	[883, 1022, 1089, 1072]
paragraph: AUTUMN HANDICAP.—Kurawaka, 1, Aberration 2, Kings Lynn 3. Scratched: Loiret, Rangekitti. The winner led throughout, and won by a head after a punishing finish. Time, 1min 59sec.	[451, 259, 656, 300]
section-divider	[903, 1437, 1069, 1438]
paragraph: Mr A. S. Jones's b m Gypsobel, 6yrs, 7.11 (W. E. Pine) 0	[27, 684, 222, 695]
paragraph: Open Hack Race. Six furlongs.—Pretty Nell 9.0, Tom-Tit 8.9, Salaam 8.8, English Rose 8.6, Mythical 8.5, Portland 7.11, Zoraya 7.4, Oarsman 6.10.	[883, 903, 1089, 933]
